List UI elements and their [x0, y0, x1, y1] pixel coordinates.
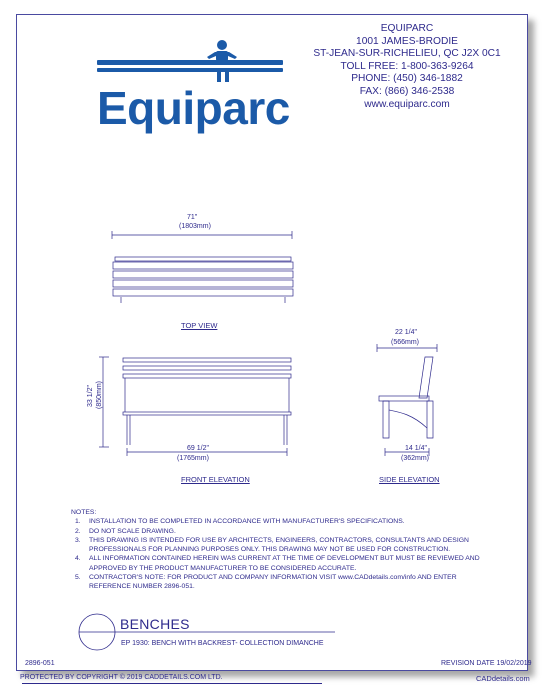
- company-fax: FAX: (866) 346-2538: [359, 85, 455, 97]
- top-view-width-mm: (1803mm): [179, 223, 211, 230]
- drawing-sheet: [16, 14, 532, 671]
- note-item: 2. DO NOT SCALE DRAWING.: [75, 527, 176, 535]
- footer-underline: [22, 683, 322, 684]
- front-elevation-label: FRONT ELEVATION: [181, 475, 250, 484]
- drawing-title: BENCHES: [120, 616, 190, 632]
- note-continuation: APPROVED BY THE PRODUCT MANUFACTURER TO BE CONSIDERED ACCURATE.: [89, 564, 357, 572]
- note-item: 3. THIS DRAWING IS INTENDED FOR USE BY ARCHITECTS, ENGINEERS, CONTRACTORS, CONSULTANTS AND DESIGN: [75, 536, 469, 544]
- note-continuation: PROFESSIONALS FOR PLANNING PURPOSES ONLY. THIS DRAWING MAY NOT BE USED FOR CONSTRUCTION.: [89, 546, 451, 554]
- company-info: [287, 23, 527, 111]
- copyright-text: PROTECTED BY COPYRIGHT © 2019 CADDETAILS.COM LTD.: [20, 674, 223, 681]
- side-depth-in: 22 1/4": [395, 329, 417, 336]
- company-toll-free: TOLL FREE: 1-800-363-9264: [340, 60, 474, 72]
- side-base-mm: (362mm): [401, 455, 430, 462]
- top-view-width-in: 71": [187, 214, 198, 221]
- company-name: EQUIPARC: [380, 23, 434, 34]
- side-base-in: 14 1/4": [405, 445, 427, 452]
- logo-wordmark: Equiparc: [97, 82, 290, 134]
- side-elevation-drawing: [367, 340, 447, 460]
- reference-number: 2896-051: [25, 660, 55, 667]
- top-view-drawing: [107, 229, 297, 309]
- front-width-mm: (1765mm): [177, 455, 209, 462]
- drawing-subtitle: EP 1930: BENCH WITH BACKREST- COLLECTION DIMANCHE: [121, 640, 324, 647]
- notes-block: [71, 508, 525, 592]
- company-website[interactable]: www.equiparc.com: [364, 98, 450, 110]
- side-elevation-label: SIDE ELEVATION: [379, 475, 440, 484]
- front-height-mm: (850mm): [96, 380, 103, 409]
- front-elevation-drawing: [97, 350, 297, 470]
- side-depth-mm: (566mm): [391, 339, 420, 346]
- company-address-line2: ST-JEAN-SUR-RICHELIEU, QC J2X 0C1: [313, 48, 501, 60]
- revision-date: REVISION DATE 19/02/2019: [441, 660, 532, 667]
- title-circle-icon: [77, 613, 337, 653]
- top-view-label: TOP VIEW: [181, 321, 218, 330]
- company-address-line1: 1001 JAMES-BRODIE: [356, 35, 458, 47]
- front-width-in: 69 1/2": [187, 445, 209, 452]
- note-item: 4. ALL INFORMATION CONTAINED HEREIN WAS CURRENT AT THE TIME OF DEVELOPMENT BUT MUST BE REVIEWED AND: [75, 555, 480, 563]
- front-height-in: 33 1/2": [87, 385, 94, 407]
- company-phone: PHONE: (450) 346-1882: [351, 73, 463, 85]
- person-on-bench-logo-icon: [95, 35, 285, 83]
- note-item: 5. CONTRACTOR'S NOTE: FOR PRODUCT AND COMPANY INFORMATION VISIT www.CADdetails.com/info AND ENTER: [75, 574, 457, 582]
- notes-header: NOTES:: [71, 509, 97, 516]
- note-item: 1. INSTALLATION TO BE COMPLETED IN ACCORDANCE WITH MANUFACTURER'S SPECIFICATIONS.: [75, 518, 405, 526]
- caddetails-brand[interactable]: CADdetails.com: [476, 674, 530, 683]
- note-continuation: REFERENCE NUMBER 2896-051.: [89, 583, 195, 591]
